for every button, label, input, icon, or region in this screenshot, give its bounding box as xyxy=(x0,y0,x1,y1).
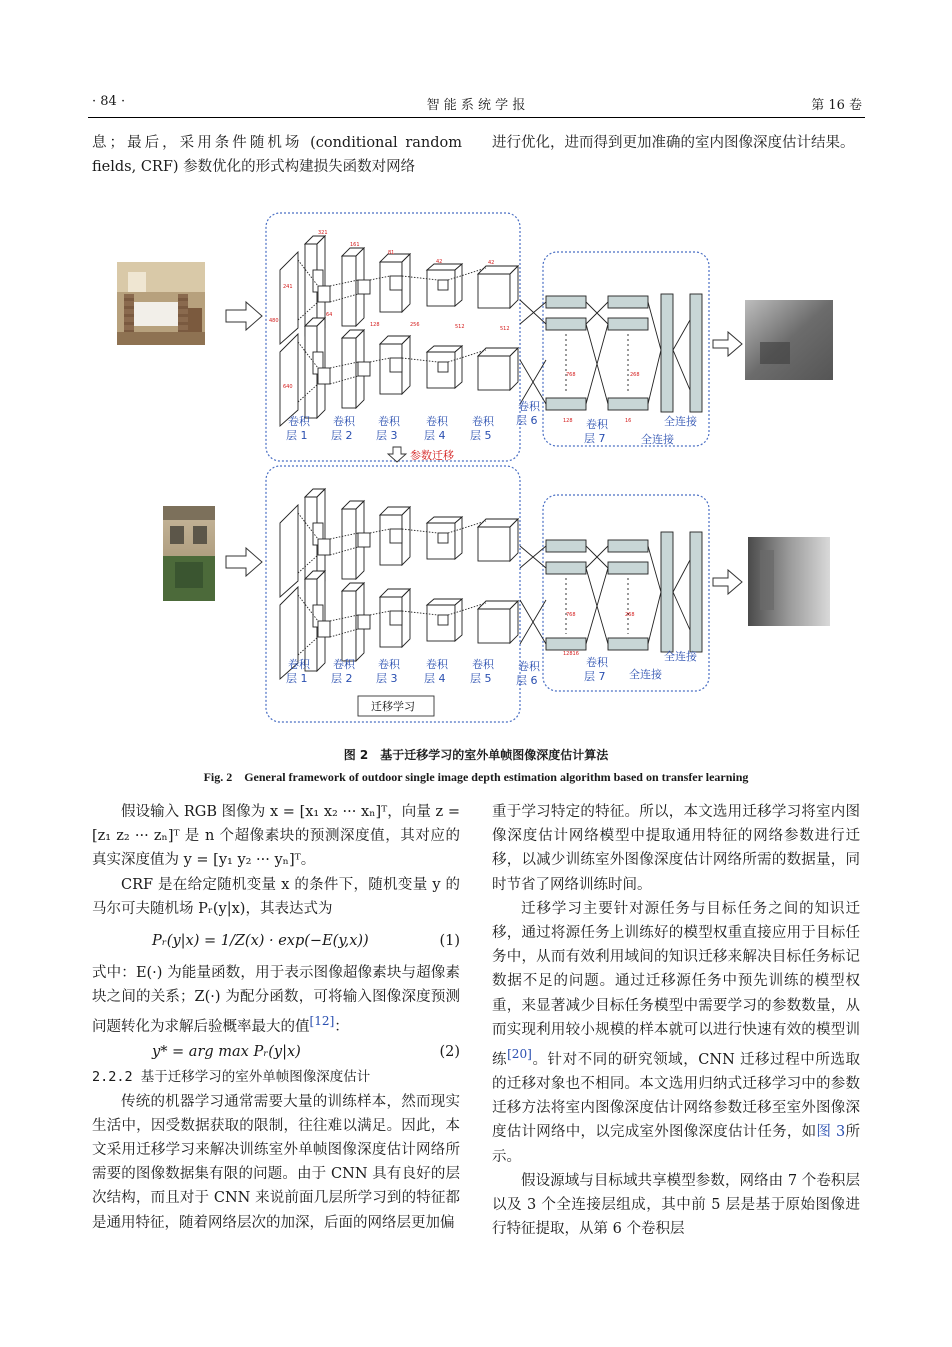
figure-3-link[interactable]: 图 3 xyxy=(816,1124,846,1141)
equation-2 xyxy=(92,1039,460,1065)
transfer-learning-label: 迁移学习 xyxy=(371,700,415,713)
svg-text:卷积层 3: 卷积层 3 xyxy=(376,658,400,685)
svg-text:480: 480 xyxy=(269,318,279,324)
network-figure xyxy=(0,210,952,730)
svg-text:268: 268 xyxy=(625,612,635,618)
param-transfer-arrow xyxy=(388,447,406,462)
param-transfer-label: 参数迁移 xyxy=(410,449,454,462)
equation-1-number: (1) xyxy=(439,932,460,949)
svg-text:卷积层 5: 卷积层 5 xyxy=(470,658,494,685)
section-heading: 2.2.2 基于迁移学习的室外单帧图像深度估计 xyxy=(92,1069,371,1086)
svg-text:42: 42 xyxy=(436,259,443,265)
equation-1-body: Pᵣ(y|x) = 1/Z(x) · exp(−E(y,x)) xyxy=(152,932,369,949)
svg-text:卷积层 5: 卷积层 5 xyxy=(470,415,494,442)
reference-20[interactable]: [20] xyxy=(507,1047,532,1062)
svg-text:640: 640 xyxy=(283,384,293,390)
right-column xyxy=(492,800,860,1241)
reference-12[interactable]: [12] xyxy=(309,1014,335,1029)
fc-layers-upper xyxy=(520,294,702,412)
svg-text:卷积层 2: 卷积层 2 xyxy=(331,658,355,685)
fc-layers-lower xyxy=(520,532,702,652)
svg-text:卷积层 2: 卷积层 2 xyxy=(331,415,355,442)
page-number: · 84 · xyxy=(92,94,126,109)
indoor-depth-output xyxy=(745,300,833,380)
svg-text:512: 512 xyxy=(500,326,510,332)
outdoor-input-image xyxy=(163,506,215,601)
svg-text:268: 268 xyxy=(630,372,640,378)
header-rule xyxy=(88,117,865,118)
svg-text:全连接: 全连接 xyxy=(664,415,697,428)
top-right-paragraph: 进行优化，进而得到更加准确的室内图像深度估计结果。 xyxy=(492,135,855,151)
figure-caption-cn: 图 2 基于迁移学习的室外单帧图像深度估计算法 xyxy=(343,748,609,762)
svg-text:卷积层 3: 卷积层 3 xyxy=(376,415,400,442)
svg-text:16: 16 xyxy=(625,418,632,424)
svg-text:321: 321 xyxy=(318,230,328,236)
svg-text:128: 128 xyxy=(370,322,380,328)
left-column xyxy=(92,800,460,1235)
svg-text:12816: 12816 xyxy=(563,651,579,657)
svg-text:768: 768 xyxy=(566,372,576,378)
svg-text:卷积层 4: 卷积层 4 xyxy=(424,658,448,685)
svg-text:全连接: 全连接 xyxy=(641,433,674,446)
svg-text:卷积层 4: 卷积层 4 xyxy=(424,415,448,442)
svg-text:卷积层 6: 卷积层 6 xyxy=(516,660,540,687)
svg-text:42: 42 xyxy=(488,260,495,266)
svg-text:卷积层 6: 卷积层 6 xyxy=(516,400,540,427)
svg-text:全连接: 全连接 xyxy=(629,668,662,681)
left-paragraph-4: 传统的机器学习通常需要大量的训练样本，然而现实生活中，因受数据获取的限制，往往难以满足。因此，本文采用迁移学习来解决训练室外单帧图像深度估计网络所需要的图像数据集有限的问题。由于 CNN 具有良好的层次结构，而且对于 CNN 来说前面几层所学习到的特征都是通用特征，随着网络层次的加深，后面的网络层更加偏 xyxy=(92,1093,460,1231)
left-paragraph-3: 式中：E(·) 为能量函数，用于表示图像超像素块与超像素块之间的关系；Z(·) 为配分函数，可将输入图像深度预测问题转化为求解后验概率最大的值[12]： xyxy=(92,965,460,1036)
svg-text:卷积层 1: 卷积层 1 xyxy=(286,658,310,685)
journal-title: 智 能 系 统 学 报 xyxy=(426,98,526,113)
figure-caption-en: Fig. 2 General framework of outdoor single image depth estimation algorithm based on transfer learning xyxy=(203,770,749,784)
equation-2-number: (2) xyxy=(439,1044,460,1061)
svg-text:256: 256 xyxy=(410,322,420,328)
right-paragraph-1: 重于学习特定的特征。所以，本文选用迁移学习将室内图像深度估计网络模型中提取通用特征的网络参数进行迁移，以减少训练室外图像深度估计网络所需的数据量，同时节省了网络训练时间。 xyxy=(492,804,860,893)
svg-text:卷积层 7: 卷积层 7 xyxy=(584,418,608,445)
right-paragraph-3: 假设源域与目标域共享模型参数，网络由 7 个卷积层以及 3 个全连接层组成，其中前 5 层是基于原始图像进行特征提取，从第 6 个卷积层 xyxy=(492,1172,860,1238)
top-left-paragraph: 息；最后，采用条件随机场 (conditional random fields, CRF) 参数优化的形式构建损失函数对网络 xyxy=(92,135,462,176)
left-paragraph-2: CRF 是在给定随机变量 x 的条件下，随机变量 y 的马尔可夫随机场 Pᵣ(y|x)，其表达式为 xyxy=(92,876,460,917)
svg-text:卷积层 7: 卷积层 7 xyxy=(584,656,608,683)
svg-text:81: 81 xyxy=(388,250,395,256)
left-paragraph-1: 假设输入 RGB 图像为 x = [x₁ x₂ ··· xₙ]ᵀ，向量 z = [z₁ z₂ ··· zₙ]ᵀ 是 n 个超像素块的预测深度值，其对应的真实深度值为 y = [y₁ y₂ ··· yₙ]ᵀ。 xyxy=(92,804,460,869)
right-paragraph-2: 迁移学习主要针对源任务与目标任务之间的知识迁移，通过将源任务上训练好的模型权重直接应用于目标任务中，从而有效利用域间的知识迁移来解决目标任务标记数据不足的问题。通过迁移源任务中预先训练的模型权重，来显著减少目标任务模型中需要学习的参数数量，从而实现利用较小规模的样本就可以进行快速有效的模型训练[20]。针对不同的研究领域，CNN 迁移过程中所选取的迁移对象也不相同。本文选用归纳式迁移学习中的参数迁移方法将室内图像深度估计网络参数迁移至室外图像深度估计网络中，以完成室外图像深度估计任务，如图 3所示。 xyxy=(492,900,860,1165)
svg-text:241: 241 xyxy=(283,284,293,290)
svg-text:768: 768 xyxy=(566,612,576,618)
svg-text:512: 512 xyxy=(455,324,465,330)
conv1-label-upper: 卷积层 1 xyxy=(286,415,310,442)
equation-1 xyxy=(92,921,460,961)
svg-text:64: 64 xyxy=(326,312,333,318)
svg-text:全连接: 全连接 xyxy=(664,650,697,663)
svg-text:128: 128 xyxy=(563,418,573,424)
equation-2-body: y* = arg max Pᵣ(y|x) xyxy=(152,1044,301,1061)
svg-text:161: 161 xyxy=(350,242,360,248)
indoor-input-image xyxy=(117,262,205,345)
volume-label: 第 16 卷 xyxy=(811,98,862,113)
